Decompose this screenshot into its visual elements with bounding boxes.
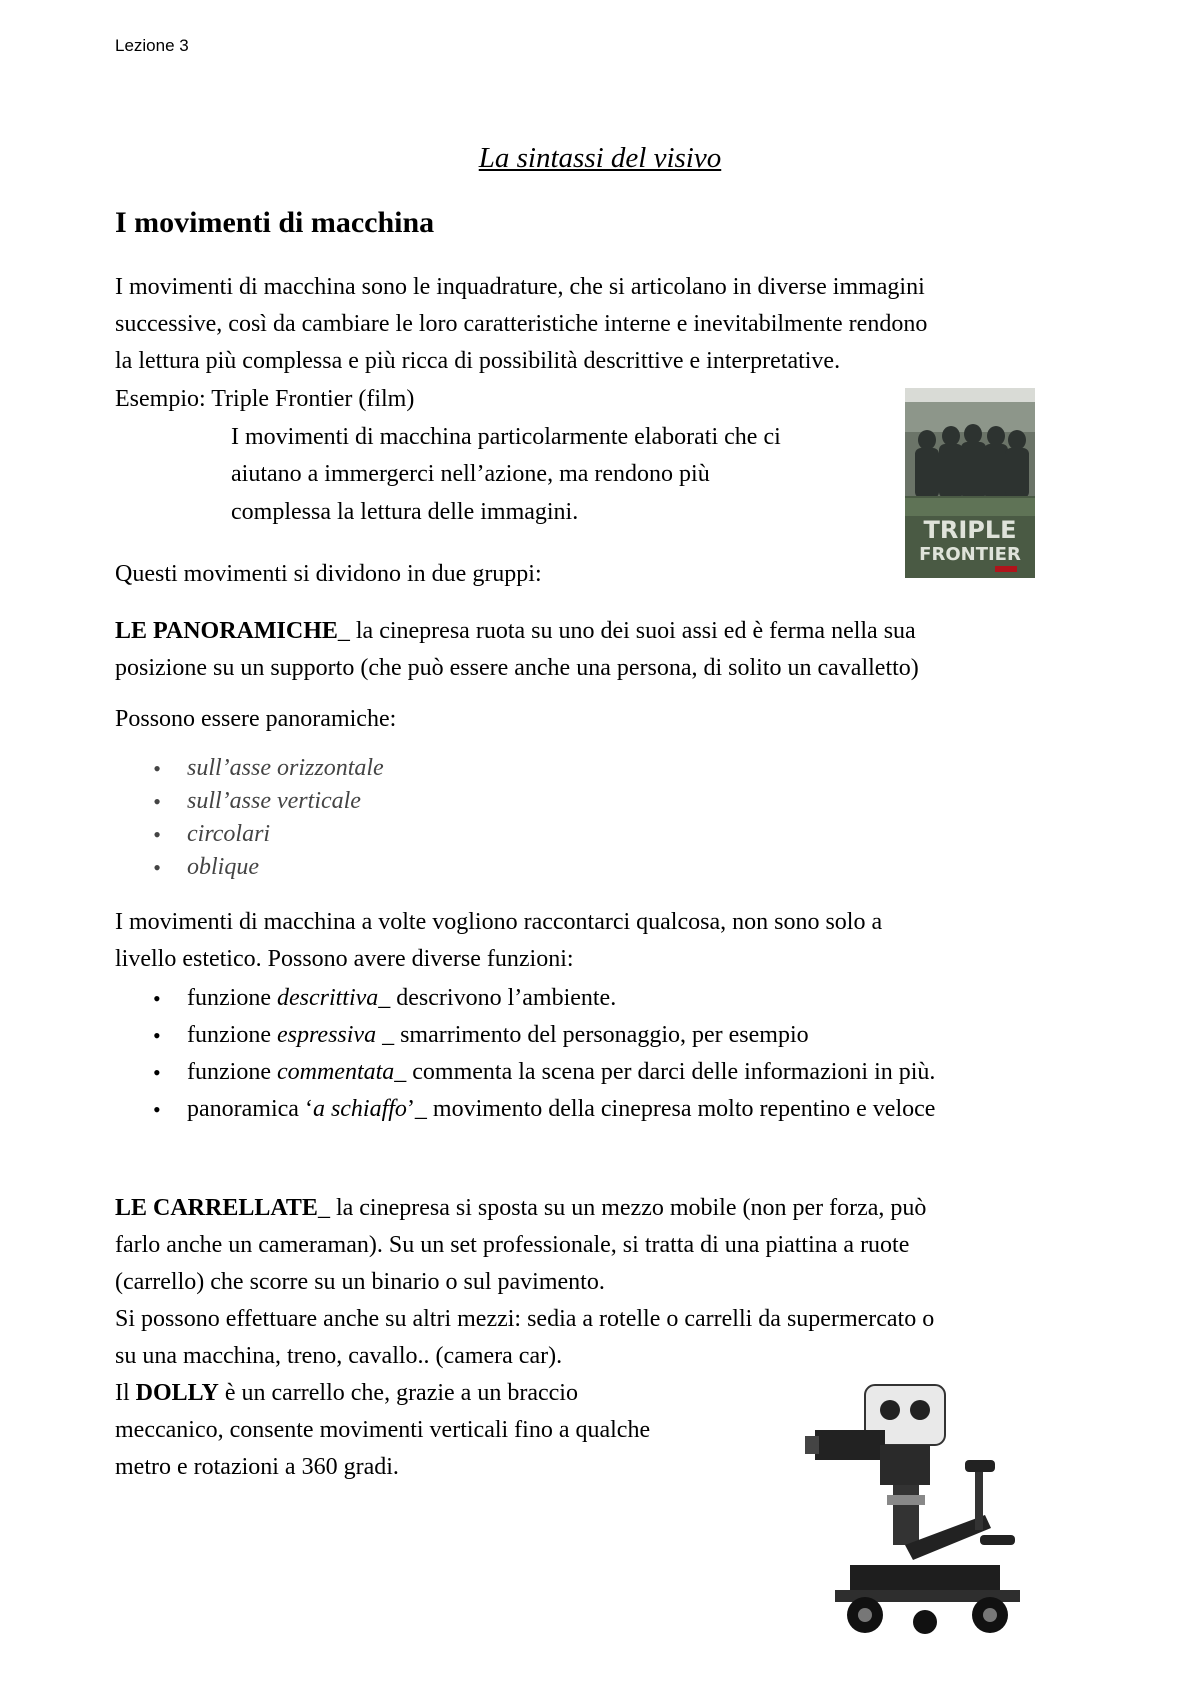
example-line-3: complessa la lettura delle immagini.: [231, 499, 579, 525]
section-heading: I movimenti di macchina: [115, 206, 435, 239]
panoramiche-line-2: posizione su un supporto (che può essere anche una persona, di solito un cavalletto): [115, 655, 919, 681]
poster-title-line1: TRIPLE: [923, 516, 1017, 544]
dolly-line-3: metro e rotazioni a 360 gradi.: [115, 1454, 399, 1480]
example-line-1: I movimenti di macchina particolarmente elaborati che ci: [231, 424, 781, 450]
intro-line-1: I movimenti di macchina sono le inquadrature, che si articolano in diverse immagini: [115, 274, 925, 300]
panoramiche-text-1: _ la cinepresa ruota su uno dei suoi assi ed è ferma nella sua: [337, 618, 916, 644]
list-item: • funzione espressiva _ smarrimento del personaggio, per esempio: [115, 1017, 935, 1054]
carrellate-line-1: [115, 1190, 926, 1227]
list-item: • oblique: [115, 851, 384, 884]
list-item: • funzione commentata_ commenta la scena per darci delle informazioni in più.: [115, 1054, 935, 1091]
groups-intro: Questi movimenti si dividono in due gruppi:: [115, 561, 542, 587]
carrellate-label: LE CARRELLATE: [115, 1195, 318, 1221]
intro-line-3: la lettura più complessa e più ricca di possibilità descrittive e interpretative.: [115, 348, 841, 374]
carrellate-text-1: _ la cinepresa si sposta su un mezzo mobile (non per forza, può: [317, 1195, 927, 1221]
list-item: • sull’asse orizzontale: [115, 752, 384, 785]
list-item: • funzione descrittiva_ descrivono l’ambiente.: [115, 980, 935, 1017]
document-title: La sintassi del visivo: [478, 142, 722, 174]
carrellate-line-2: farlo anche un cameraman). Su un set professionale, si tratta di una piattina a ruote: [115, 1232, 910, 1258]
intro-line-2: successive, così da cambiare le loro caratteristiche interne e inevitabilmente rendono: [115, 311, 928, 337]
example-label: Esempio: Triple Frontier (film): [115, 386, 415, 412]
poster-title-line2: FRONTIER: [919, 544, 1021, 565]
triple-frontier-poster: [905, 388, 1035, 578]
list-item: • panoramica ‘a schiaffo’_ movimento della cinepresa molto repentino e veloce: [115, 1091, 935, 1128]
camera-dolly-image: [795, 1360, 1035, 1650]
panoramiche-line-1: [115, 613, 916, 650]
page-header: Lezione 3: [115, 36, 189, 55]
funzioni-line-1: I movimenti di macchina a volte vogliono raccontarci qualcosa, non sono solo a: [115, 909, 883, 935]
dolly-term: DOLLY: [135, 1380, 219, 1406]
carrellate-line-5: su una macchina, treno, cavallo.. (camera car).: [115, 1343, 563, 1369]
panoramiche-types-list: [115, 752, 384, 884]
dolly-line-2: meccanico, consente movimenti verticali fino a qualche: [115, 1417, 651, 1443]
list-item: • sull’asse verticale: [115, 785, 384, 818]
example-line-2: aiutano a immergerci nell’azione, ma rendono più: [231, 461, 710, 487]
funzioni-list: [115, 980, 935, 1128]
list-item: • circolari: [115, 818, 384, 851]
carrellate-line-3: (carrello) che scorre su un binario o sul pavimento.: [115, 1269, 605, 1295]
dolly-line-1: Il DOLLY è un carrello che, grazie a un braccio: [115, 1380, 578, 1406]
panoramiche-types-intro: Possono essere panoramiche:: [115, 706, 397, 732]
carrellate-line-4: Si possono effettuare anche su altri mezzi: sedia a rotelle o carrelli da supermercato o: [115, 1306, 935, 1332]
funzioni-line-2: livello estetico. Possono avere diverse funzioni:: [115, 946, 574, 972]
panoramiche-label: LE PANORAMICHE: [115, 618, 338, 644]
